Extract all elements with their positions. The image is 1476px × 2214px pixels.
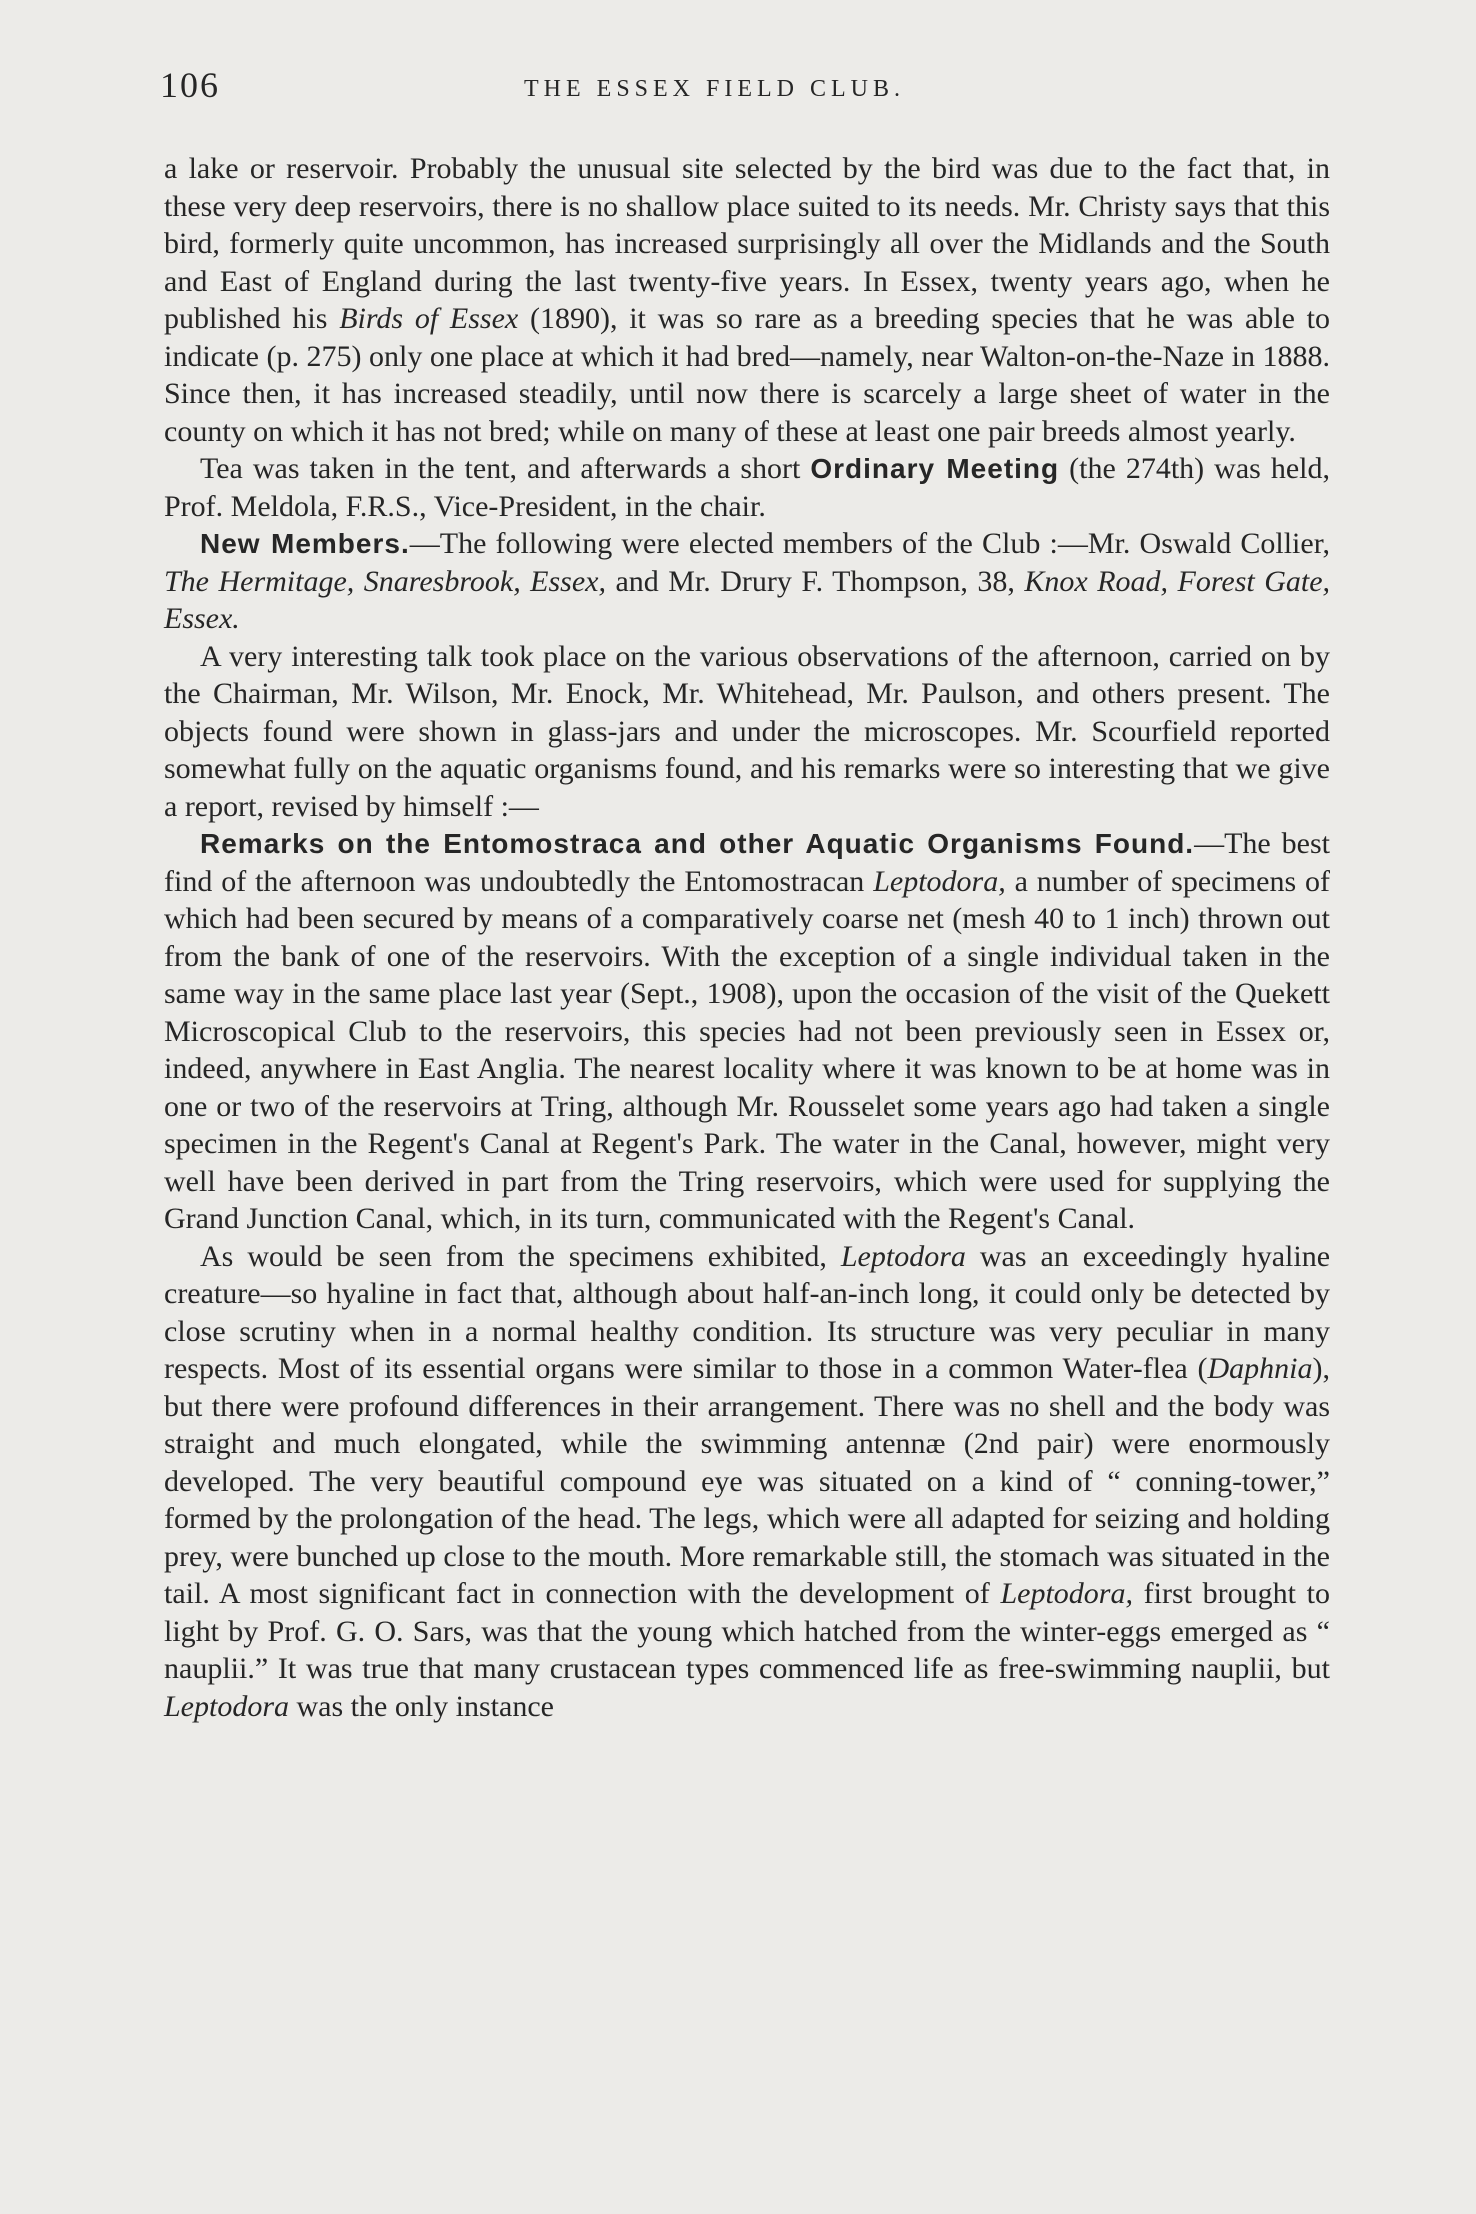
paragraph-ordinary-meeting — [164, 450, 1330, 525]
section-heading-new-members: New Members. — [200, 528, 410, 559]
text-run: —The following were elected members of the Club :—Mr. Oswald Collier, — [409, 527, 1331, 560]
running-head: THE ESSEX FIELD CLUB. — [524, 76, 905, 102]
paragraph-entomostraca-remarks — [164, 825, 1330, 1238]
text-run: A very interesting talk took place on the various observations of the afternoon, carried on by the Chairman, Mr. Wilson, Mr. Enock, Mr. Whitehead, Mr. Paulson, and others present. The objects found were shown in glass-jars and under the microscopes. Mr. Scourfield reported somewhat fully on the aquatic organisms found, and his remarks were so interesting that we give a report, revised by himself :— — [164, 639, 1330, 823]
section-heading-ordinary-meeting: Ordinary Meeting — [810, 453, 1060, 484]
page-header — [160, 64, 1320, 120]
text-run: and Mr. Drury F. Thompson, 38, — [605, 564, 1025, 598]
text-run: was the only instance — [289, 1689, 554, 1723]
paragraph-bird-report — [164, 150, 1330, 450]
text-run: (the 274th) was held, Prof. Meldola, F.R.S., Vice-President, in the chair. — [164, 452, 1330, 523]
text-run: Tea was taken in the tent, and afterwards a short — [200, 452, 811, 485]
text-run: As would be seen from the specimens exhibited, — [200, 1239, 841, 1273]
body-text — [164, 150, 1330, 1725]
paragraph-afternoon-talk — [164, 638, 1330, 826]
text-run: was an exceedingly hyaline creature—so hyaline in fact that, although about half-an-inch long, it could only be detected by close scrutiny when in a normal healthy condition. Its structure was very peculiar in many respects. Most of its essential organs were similar to those in a common Water-flea ( — [164, 1239, 1331, 1385]
text-run: —The best find of the afternoon was undoubtedly the Entomostracan — [164, 827, 1330, 898]
genus-italic: Leptodora — [164, 1689, 290, 1723]
genus-italic: Leptodora, — [873, 864, 1006, 898]
section-heading-remarks: Remarks on the Entomostraca and other Aquatic Organisms Found. — [200, 828, 1195, 859]
text-run: (1890), it was so rare as a breeding species that he was able to indicate (p. 275) only one place at which it had bred—namely, near Walton-on-the-Naze in 1888. Since then, it has increased steadily, until now there is scarcely a large sheet of water in the county on which it has not bred; while on many of these at least one pair breeds almost yearly. — [164, 302, 1330, 448]
text-run: a number of specimens of which had been secured by means of a comparatively coarse net (mesh 40 to 1 inch) thrown out from the bank of one of the reservoirs. With the exception of a single individual taken in the same way in the same place last year (Sept., 1908), upon the occasion of the visit of the Quekett Microscopical Club to the reservoirs, this species had not been previously seen in Essex or, indeed, anywhere in East Anglia. The nearest locality where it was known to be at home was in one or two of the reservoirs at Tring, although Mr. Rousselet some years ago had taken a single specimen in the Regent's Canal at Regent's Park. The water in the Canal, however, might very well have been derived in part from the Tring reservoirs, which were used for supplying the Grand Junction Canal, which, in its turn, communicated with the Regent's Canal. — [164, 864, 1330, 1235]
address-italic: Knox Road, Forest Gate, Essex. — [164, 564, 1331, 635]
paragraph-new-members — [164, 525, 1330, 638]
text-run: a lake or reservoir. Probably the unusual site selected by the bird was due to the fact that, in these very deep reservoirs, there is no shallow place suited to its needs. Mr. Christy says that this bird, formerly quite uncommon, has increased surprisingly all over the Midlands and the South and East of England during the last twenty-five years. In Essex, twenty years ago, when he published his — [164, 152, 1330, 335]
genus-italic: Leptodora — [840, 1239, 966, 1273]
text-run: first brought to light by Prof. G. O. Sars, was that the young which hatched from the winter-eggs emerged as “ nauplii.” It was true that many crustacean types commenced life as free-swimming nauplii, but — [164, 1577, 1330, 1685]
paragraph-leptodora-description — [164, 1238, 1330, 1726]
page-number: 106 — [160, 65, 220, 105]
address-italic: The Hermitage, Snaresbrook, Essex, — [164, 564, 606, 598]
book-title-italic: Birds of Essex — [339, 302, 519, 335]
text-run: ), but there were profound differences in their arrangement. There was no shell and the body was straight and much elongated, while the swimming antennæ (2nd pair) were enormously developed. The very beautiful compound eye was situated on a kind of “ conning-tower,” formed by the prolongation of the head. The legs, which were all adapted for seizing and holding prey, were bunched up close to the mouth. More remarkable still, the stomach was situated in the tail. A most significant fact in connection with the development of — [164, 1352, 1330, 1610]
genus-italic: Leptodora, — [1000, 1577, 1133, 1610]
genus-italic: Daphnia — [1207, 1352, 1313, 1385]
